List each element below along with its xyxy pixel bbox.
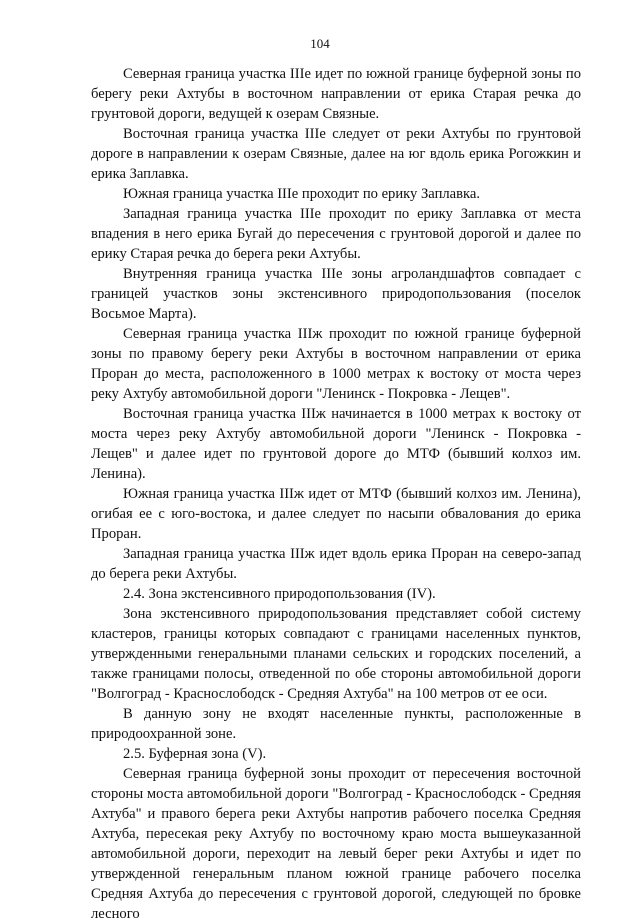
section-heading-2-4: 2.4. Зона экстенсивного природопользования (IV). xyxy=(123,586,436,602)
paragraph-buffer-zone-north: Северная граница буферной зоны проходит от пересечения восточной стороны моста автомобильной дороги "Волгоград - Краснослободск - Средняя Ахтуба" и правого берега реки Ахтубы напротив рабочего поселка Средняя Ахтуба, пересекая реку Ахтубу по восточному краю моста вышеуказанной автомобильной дороги, переходит на левый берег реки Ахтубы и идет по утвержденной генеральным планом южной границе рабочего поселка Средняя Ахтуба до пересечения с грунтовой дорогой, следующей по бровке лесного xyxy=(91,766,581,922)
paragraph-inner-boundary-IIIe: Внутренняя граница участка IIIe зоны агроландшафтов совпадает с границей участков зоны экстенсивного природопользования (поселок Восьмое Марта). xyxy=(91,266,581,322)
document-body xyxy=(91,64,581,924)
paragraph-north-boundary-IIIe: Северная граница участка IIIe идет по южной границе буферной зоны по берегу реки Ахтубы в восточном направлении от ерика Старая речка до грунтовой дороги, ведущей к озерам Связные. xyxy=(91,66,581,122)
paragraph-east-boundary-IIIe: Восточная граница участка IIIe следует от реки Ахтубы по грунтовой дороге в направлении к озерам Связные, далее на юг вдоль ерика Рогожкин и ерика Заплавка. xyxy=(91,126,581,182)
paragraph-north-boundary-IIIzh: Северная граница участка IIIж проходит по южной границе буферной зоны по правому берегу реки Ахтубы в восточном направлении от ерика Проран до места, расположенного в 1000 метрах к востоку от моста через реку Ахтубу автомобильной дороги "Ленинск - Покровка - Лещев". xyxy=(91,326,581,402)
paragraph-east-boundary-IIIzh: Восточная граница участка IIIж начинается в 1000 метрах к востоку от моста через реку Ахтубу автомобильной дороги "Ленинск - Покровка - Лещев" и далее идет по грунтовой дороге до МТФ (бывший колхоз им. Ленина). xyxy=(91,406,581,482)
paragraph-west-boundary-IIIzh: Западная граница участка IIIж идет вдоль ерика Проран на северо-запад до берега реки Ахтубы. xyxy=(91,546,581,582)
paragraph-extensive-zone: Зона экстенсивного природопользования представляет собой систему кластеров, границы которых совпадают с границами населенных пунктов, утвержденными генеральными планами сельских и городских поселений, а также границами полосы, отведенной по обе стороны автомобильной дороги "Волгоград - Краснослободск - Средняя Ахтуба" на 100 метров от ее оси. xyxy=(91,606,581,702)
paragraph-extensive-zone-exclusion: В данную зону не входят населенные пункты, расположенные в природоохранной зоне. xyxy=(91,706,581,742)
section-heading-2-5: 2.5. Буферная зона (V). xyxy=(123,746,267,762)
paragraph-south-boundary-IIIe: Южная граница участка IIIe проходит по ерику Заплавка. xyxy=(123,186,481,202)
page-number: 104 xyxy=(310,36,330,51)
paragraph-west-boundary-IIIe: Западная граница участка IIIe проходит по ерику Заплавка от места впадения в него ерика Бугай до пересечения с грунтовой дорогой и далее по ерику Старая речка до берега реки Ахтубы. xyxy=(91,206,581,262)
paragraph-south-boundary-IIIzh: Южная граница участка IIIж идет от МТФ (бывший колхоз им. Ленина), огибая ее с юго-востока, и далее следует по насыпи обвалования до ерика Проран. xyxy=(91,486,581,542)
